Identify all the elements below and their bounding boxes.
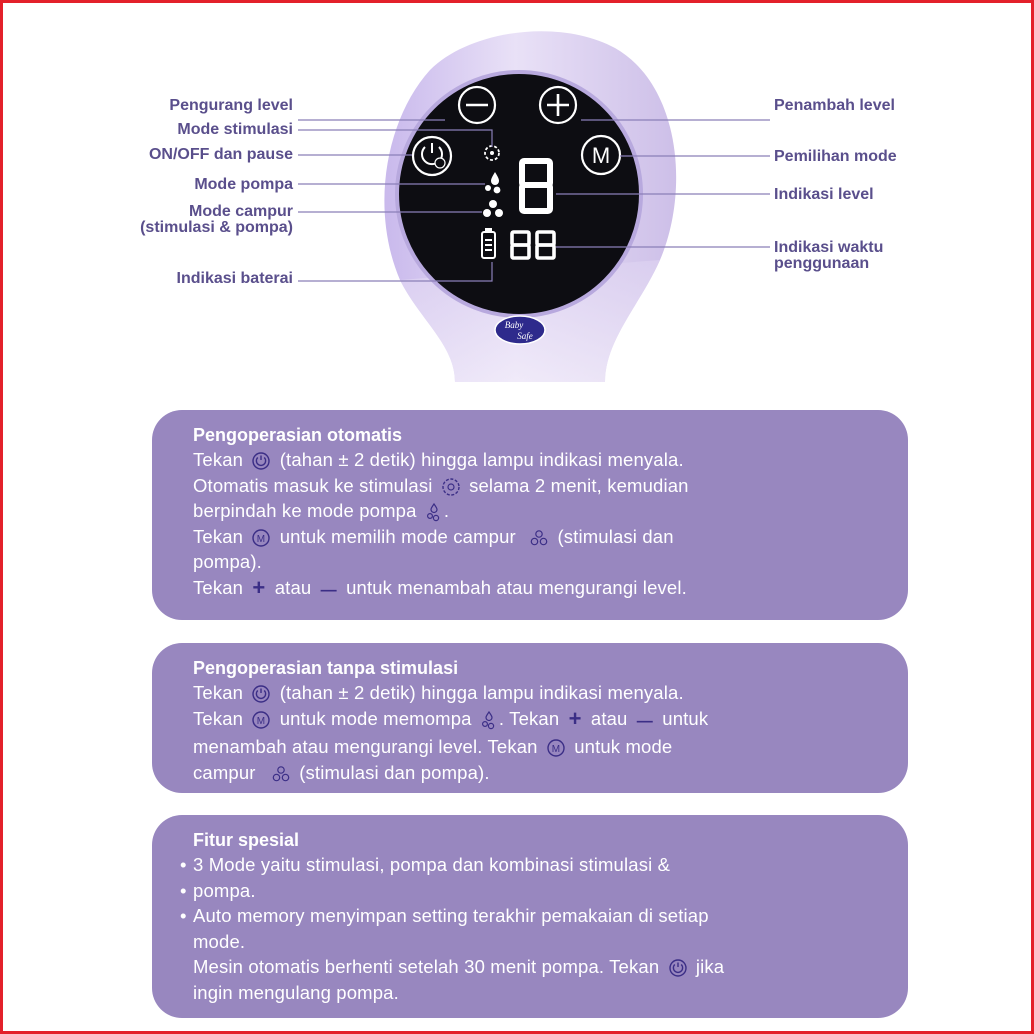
svg-text:Safe: Safe [517,331,533,341]
box-line: Tekan (tahan ± 2 detik) hingga lampu indikasi menyala. [193,449,684,470]
mix-mode-icon [529,528,549,548]
plus-icon: + [252,574,266,600]
box-line: Tekan + atau — untuk menambah atau mengurangi level. [193,574,687,600]
callout-pemilihan-mode: Pemilihan mode [774,148,897,165]
mix-mode-icon [271,764,291,784]
list-item: • pompa. [180,879,256,901]
mode-m-icon [546,738,566,758]
box-line: berpindah ke mode pompa . [193,500,450,521]
callout-on-off-pause: ON/OFF dan pause [148,146,293,163]
info-box-tanpa-stimulasi [152,643,908,793]
power-icon [251,684,271,704]
pump-drops-icon [480,710,496,730]
svg-text:M: M [257,715,266,727]
svg-text:Baby: Baby [504,320,524,330]
callout-mode-stimulasi: Mode stimulasi [177,121,293,138]
svg-text:M: M [551,744,561,756]
box-line: ingin mengulang pompa. [193,981,399,1003]
power-icon [668,958,688,978]
box-title: Pengoperasian tanpa stimulasi [193,658,459,678]
callout-indikasi-waktu: Indikasi waktu [774,239,884,256]
box-title: Fitur spesial [193,830,300,850]
box-title: Pengoperasian otomatis [193,425,403,445]
box-line: Tekan M untuk memilih mode campur (stimulasi dan [193,525,674,547]
svg-text:M: M [257,533,266,545]
box-line: Tekan (tahan ± 2 detik) hingga lampu indikasi menyala. [193,682,684,703]
box-line: Tekan M untuk mode memompa . Tekan + atau — untuk [193,705,709,731]
stimulation-icon [441,477,461,497]
box-line: pompa). [193,551,262,572]
callout-indikasi-baterai: Indikasi baterai [176,270,293,287]
minus-icon: — [636,712,653,730]
callout-mode-campur-sub: (stimulasi & pompa) [140,219,293,236]
brand-logo [495,316,545,344]
box-line: Otomatis masuk ke stimulasi selama 2 menit, kemudian [193,474,689,496]
callout-mode-pompa: Mode pompa [194,176,293,193]
plus-icon: + [568,705,582,731]
callout-indikasi-waktu-sub: penggunaan [774,255,870,272]
info-box-otomatis [152,410,908,620]
breast-pump-device [0,0,1034,400]
box-line: campur (stimulasi dan pompa). [193,761,490,783]
power-icon [251,451,271,471]
mode-m-icon [251,528,271,548]
mode-m-icon [251,710,271,730]
pump-drops-icon [425,502,441,522]
svg-text:M: M [591,143,611,168]
minus-icon: — [320,581,337,599]
box-line: menambah atau mengurangi level. Tekan M untuk mode [193,736,673,757]
list-item: • 3 Mode yaitu stimulasi, pompa dan kombinasi stimulasi & [180,854,671,875]
callout-pengurang-level: Pengurang level [169,97,293,114]
info-box-fitur-spesial [152,815,908,1018]
box-line: Mesin otomatis berhenti setelah 30 menit pompa. Tekan jika [193,956,725,977]
callout-penambah-level: Penambah level [774,97,895,114]
list-item: • Auto memory menyimpan setting terakhir pemakaian di setiap [180,905,709,926]
callout-indikasi-level: Indikasi level [774,186,874,203]
callout-mode-campur: Mode campur [188,203,293,220]
box-line: mode. [193,930,246,952]
